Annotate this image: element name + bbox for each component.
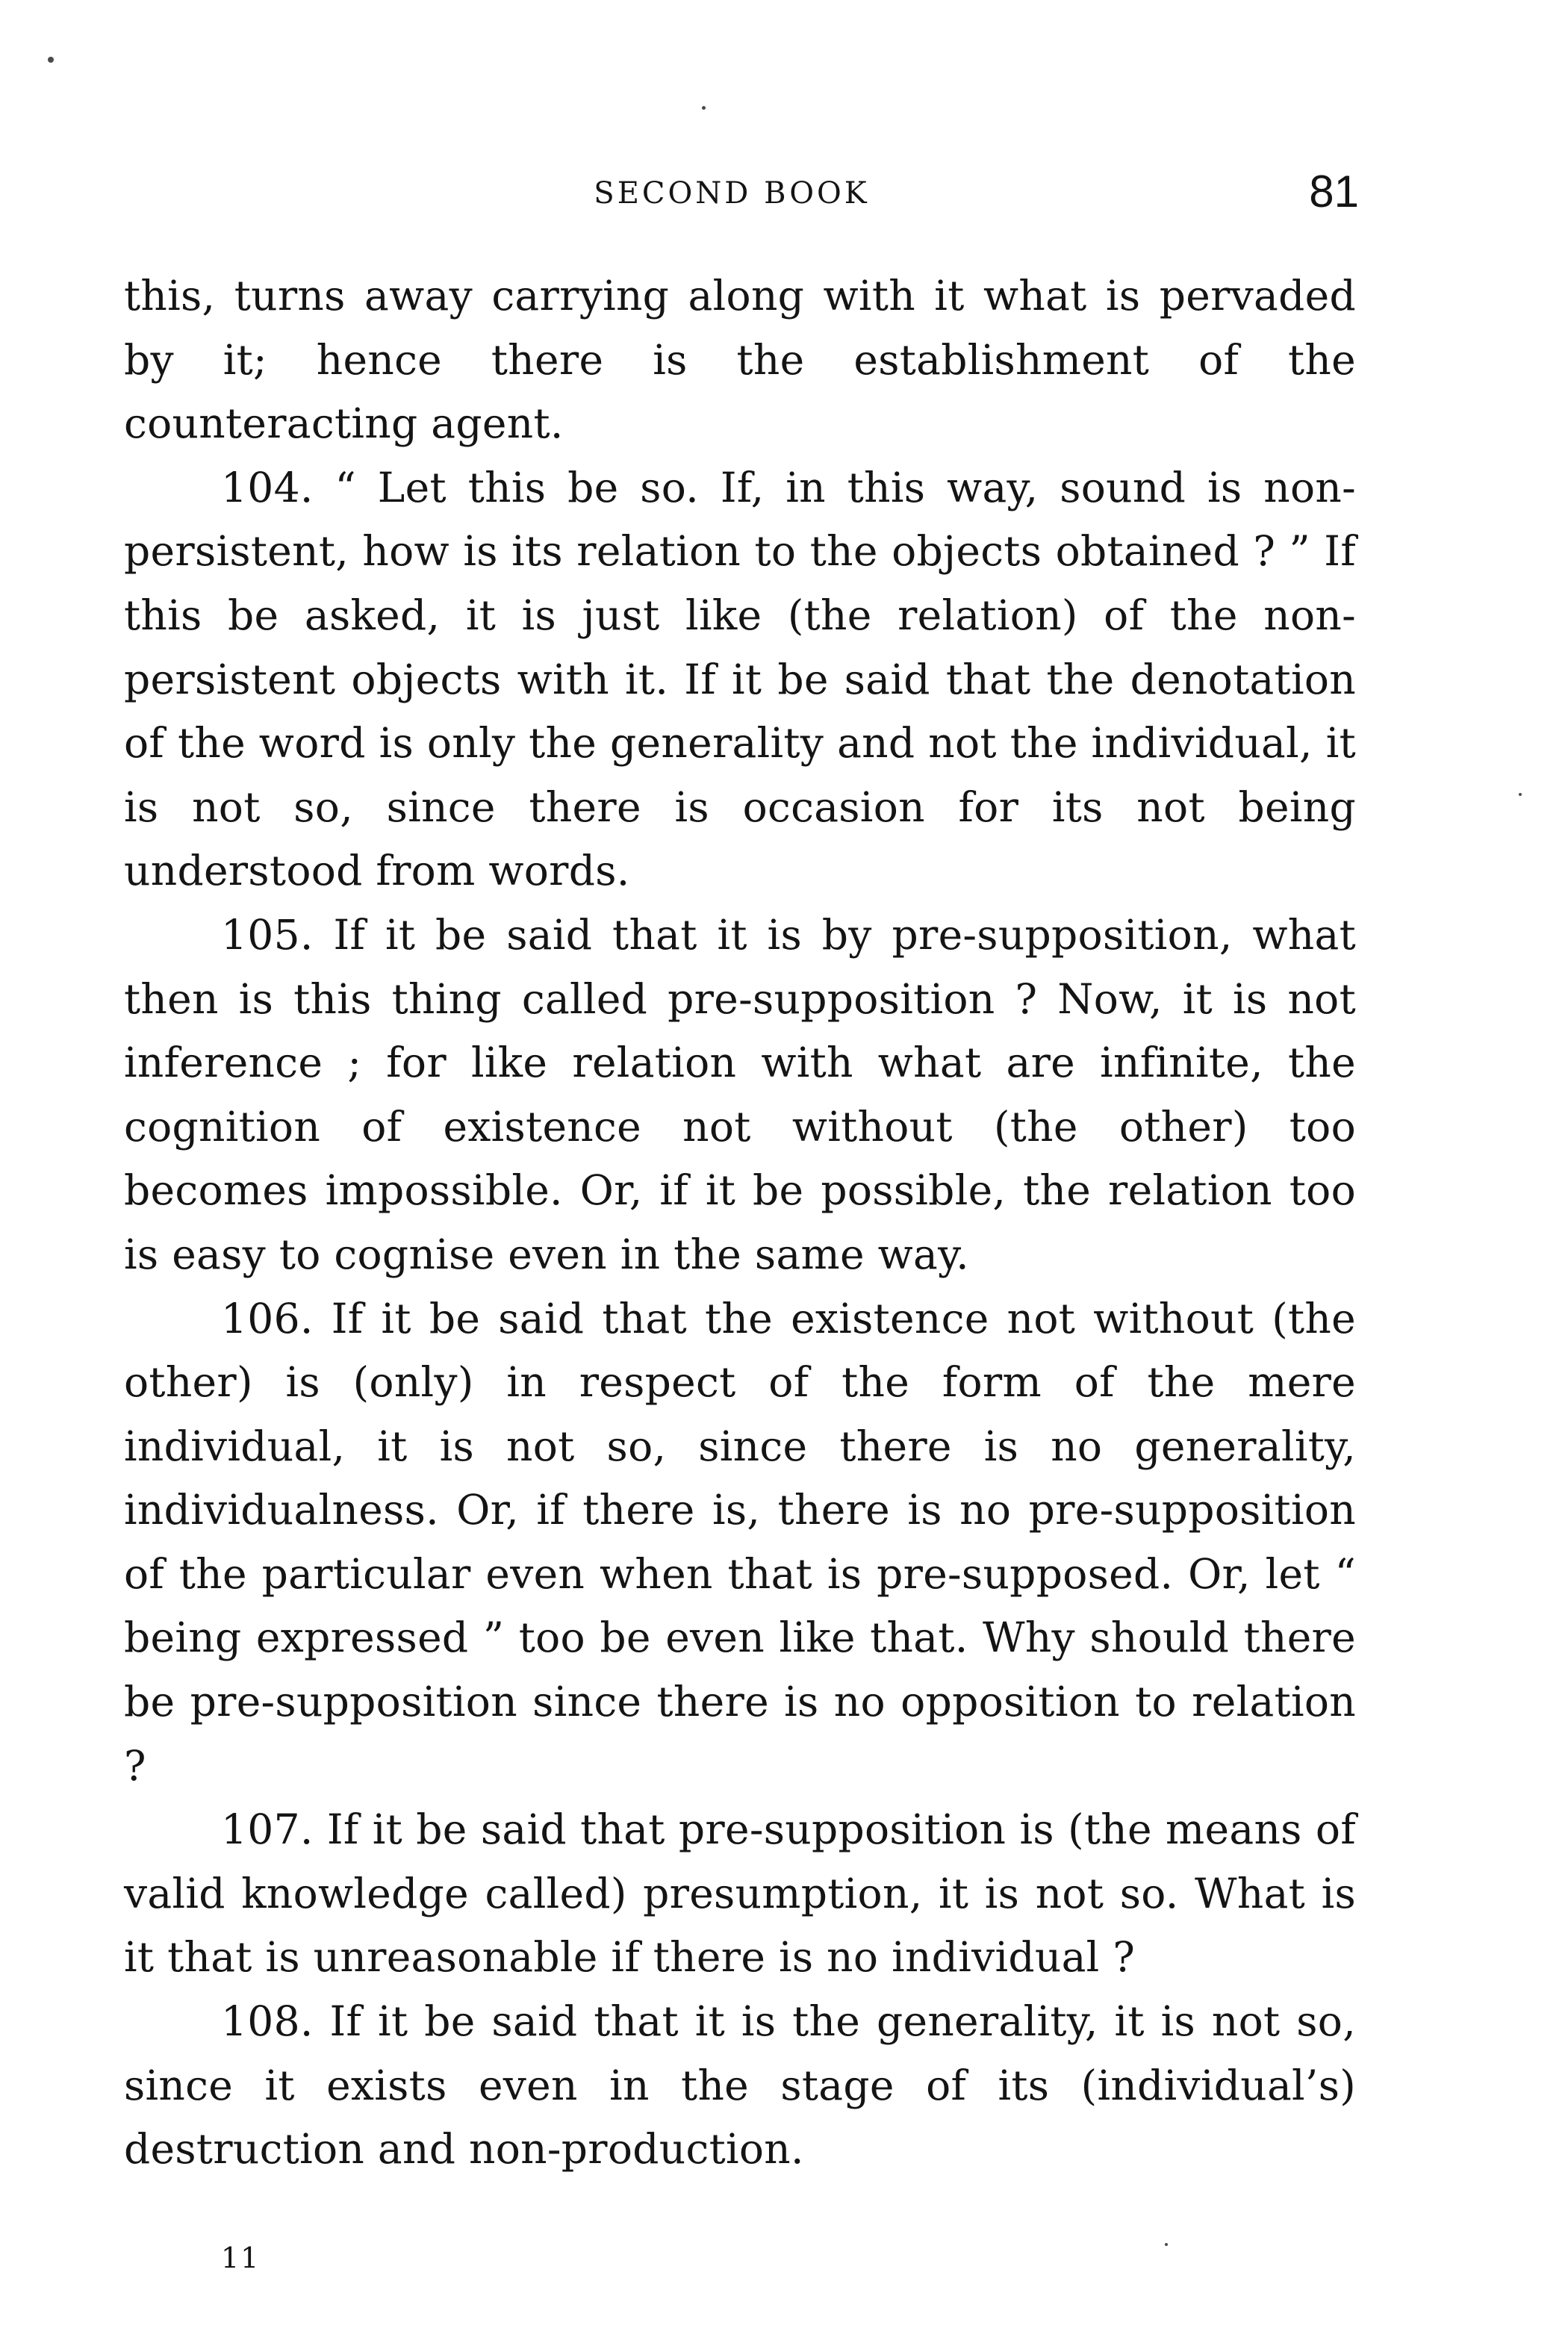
paragraph-106: 106. If it be said that the existence not without (the other) is (only) in respect of the form of the mere individual, it is not so, since there is no generality, individualness. Or, if there is, there is no pre-supposition of the particular even when that is pre-supposed. Or, let “ being expressed ” too be even like that. Why should there be pre-supposition since there is no opposition to relation ?	[124, 1294, 1356, 1790]
page-header	[119, 167, 1359, 230]
paragraph-107: 107. If it be said that pre-supposition is (the means of valid knowledge called) presumption, it is not so. What is it that is unreasonable if there is no individual ?	[124, 1805, 1356, 1982]
print-speck	[1165, 2243, 1168, 2246]
print-speck	[1519, 793, 1522, 796]
paragraph-108: 108. If it be said that it is the generality, it is not so, since it exists even in the stage of its (individual’s) destruction and non-production.	[124, 1997, 1356, 2174]
paragraph-104: 104. “ Let this be so. If, in this way, sound is non-persistent, how is its relation to the objects obtained ? ” If this be asked, it is just like (the relation) of the non-persistent objects with it. If it be said that the denotation of the word is only the generality and not the individual, it is not so, since there is occasion for its not being understood from words.	[124, 463, 1356, 895]
signature-mark: 11	[221, 2241, 261, 2274]
page-number: 81	[1309, 167, 1359, 217]
print-speck	[702, 106, 706, 110]
running-head: SECOND BOOK	[594, 176, 870, 211]
print-speck	[48, 57, 54, 63]
paragraph-105: 105. If it be said that it is by pre-supposition, what then is this thing called pre-supposition ? Now, it is not inference ; for like relation with what are infinite, the cognition of existence not without (the other) too becomes impossible. Or, if it be possible, the relation too is easy to cognise even in the same way.	[124, 910, 1356, 1278]
paragraph-continuation: this, turns away carrying along with it what is pervaded by it; hence there is the establishment of the counteracting agent.	[124, 272, 1356, 448]
body-text	[124, 264, 1356, 2182]
